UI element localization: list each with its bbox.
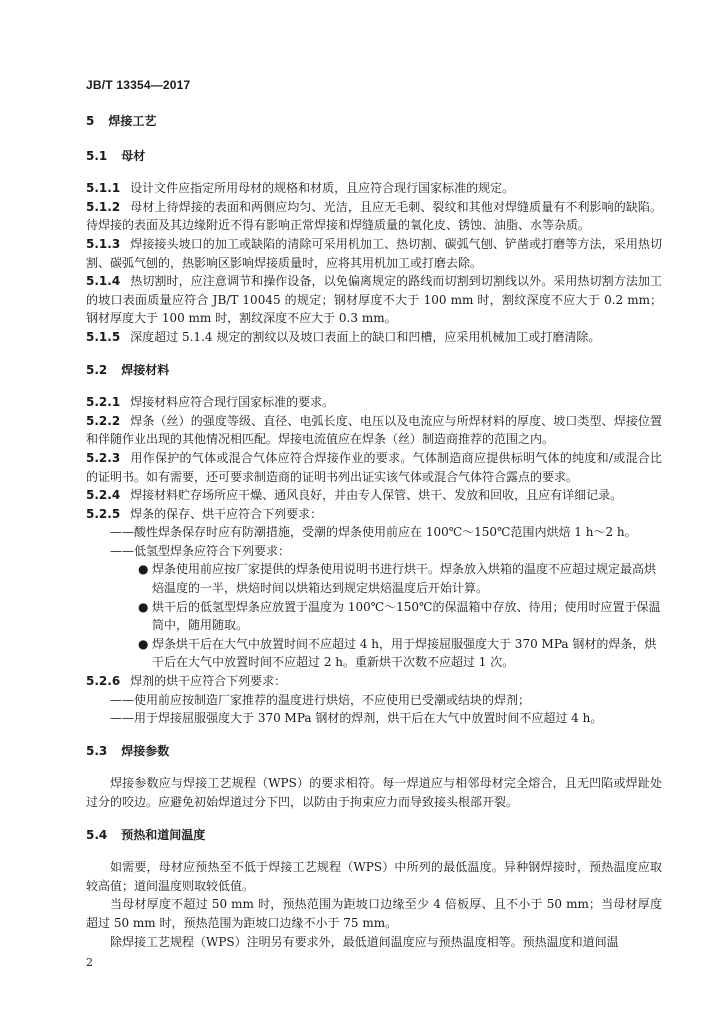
bullet-text: 焊条烘干后在大气中放置时间不应超过 4 h，用于焊接屈服强度大于 370 MPa 钢材的焊条，烘干后在大气中放置时间不应超过 2 h。重新烘干次数不应超过 1 次。 xyxy=(152,636,657,670)
section-5-heading xyxy=(86,112,662,131)
paragraph: 如需要，母材应预热至不低于焊接工艺规程（WPS）中所列的最低温度。异种钢焊接时，预热温度应取较高值；道间温度则取较低值。 xyxy=(86,860,662,893)
section-number: 5.2 xyxy=(86,362,108,377)
bullet-item xyxy=(86,635,662,672)
clause-text: 焊接材料应符合现行国家标准的要求。 xyxy=(130,395,335,410)
paragraph: 除焊接工艺规程（WPS）注明另有要求外，最低道间温度应与预热温度相等。预热温度和道间温 xyxy=(110,934,619,949)
clause-text: 焊条的保存、烘干应符合下列要求： xyxy=(130,506,323,521)
section-title: 焊接材料 xyxy=(121,362,170,377)
clause-number: 5.1.5 xyxy=(86,329,121,344)
clause-5-2-4 xyxy=(86,486,662,505)
bullet-item xyxy=(86,598,662,635)
section-number: 5.4 xyxy=(86,827,108,842)
clause-text: 设计文件应指定所用母材的规格和材质，且应符合现行国家标准的规定。 xyxy=(130,181,515,196)
clause-text: 焊接材料贮存场所应干燥、通风良好，并由专人保管、烘干、发放和回收，且应有详细记录。 xyxy=(130,488,623,503)
clause-5-1-1 xyxy=(86,179,662,198)
bullet-icon: ● xyxy=(138,599,149,614)
dash-item: ——酸性焊条保存时应有防潮措施，受潮的焊条使用前应在 100℃～150℃范围内烘焙 1 h～2 h。 xyxy=(110,525,637,540)
clause-5-1-5 xyxy=(86,328,662,347)
clause-text: 焊接接头坡口的加工或缺陷的清除可采用机加工、热切割、碳弧气刨、铲凿或打磨等方法，采用热切割、碳弧气刨的，热影响区影响焊接质量时，应将其用机加工或打磨去除。 xyxy=(86,236,662,270)
clause-number: 5.2.2 xyxy=(86,413,121,428)
clause-number: 5.2.6 xyxy=(86,674,121,689)
clause-5-2-5 xyxy=(86,505,662,524)
clause-number: 5.1.4 xyxy=(86,274,121,289)
paragraph: 焊接参数应与焊接工艺规程（WPS）的要求相符。每一焊道应与相邻母材完全熔合，且无凹陷或焊趾处过分的咬边。应避免初始焊道过分下凹，以防由于拘束应力而导致接头根部开裂。 xyxy=(86,776,662,809)
section-5-4-heading xyxy=(86,826,662,845)
clause-number: 5.1.1 xyxy=(86,181,121,196)
clause-number: 5.2.3 xyxy=(86,450,121,465)
paragraph: 当母材厚度不超过 50 mm 时，预热范围为距坡口边缘至少 4 倍板厚、且不小于 50 mm；当母材厚度超过 50 mm 时，预热范围为距坡口边缘不小于 75 mm。 xyxy=(86,897,662,930)
bullet-icon: ● xyxy=(138,636,149,651)
clause-text: 焊条（丝）的强度等级、直径、电弧长度、电压以及电流应与所焊材料的厚度、坡口类型、焊接位置和伴随作业出现的其他情况相匹配。焊接电流值应在焊条（丝）制造商推荐的范围之内。 xyxy=(86,413,662,447)
clause-text: 焊剂的烘干应符合下列要求： xyxy=(130,674,287,689)
bullet-text: 烘干后的低氢型焊条应放置于温度为 100℃～150℃的保温箱中存放、待用；使用时应置于保温筒中，随用随取。 xyxy=(152,599,661,633)
clause-5-2-6 xyxy=(86,672,662,691)
bullet-list xyxy=(86,560,662,672)
clause-5-2-2 xyxy=(86,412,662,449)
clause-5-2-3 xyxy=(86,449,662,486)
section-number: 5 xyxy=(86,114,95,128)
clause-number: 5.2.5 xyxy=(86,506,121,521)
page-content xyxy=(86,112,662,951)
clause-5-1-2 xyxy=(86,198,662,235)
section-number: 5.1 xyxy=(86,148,108,163)
clause-text: 用作保护的气体或混合气体应符合焊接作业的要求。气体制造商应提供标明气体的纯度和/或混合比的证明书。如有需要，还可要求制造商的证明书列出证实该气体或混合气体符合露点的要求。 xyxy=(86,450,662,484)
section-title: 母材 xyxy=(121,148,146,163)
section-number: 5.3 xyxy=(86,743,108,758)
bullet-icon: ● xyxy=(138,562,149,577)
dash-item: ——低氢型焊条应符合下列要求： xyxy=(110,543,291,558)
section-title: 焊接参数 xyxy=(121,743,170,758)
section-5-3-heading xyxy=(86,742,662,761)
clause-5-1-4 xyxy=(86,272,662,328)
page-number: 2 xyxy=(86,956,93,969)
section-title: 预热和道间温度 xyxy=(121,827,206,842)
dash-item: ——使用前应按制造厂家推荐的温度进行烘焙，不应使用已受潮或结块的焊剂； xyxy=(110,692,531,707)
section-title: 焊接工艺 xyxy=(108,114,157,128)
clause-number: 5.2.4 xyxy=(86,488,121,503)
standard-code: JB/T 13354—2017 xyxy=(86,78,191,92)
clause-5-2-1 xyxy=(86,393,662,412)
clause-5-1-3 xyxy=(86,235,662,272)
bullet-item xyxy=(86,560,662,597)
clause-number: 5.1.3 xyxy=(86,236,121,251)
section-5-1-heading xyxy=(86,147,662,166)
bullet-text: 焊条使用前应按厂家提供的焊条使用说明书进行烘干。焊条放入烘箱的温度不应超过规定最高烘焙温度的一半，烘焙时间以烘箱达到规定烘焙温度后开始计算。 xyxy=(152,562,657,596)
dash-item: ——用于焊接屈服强度大于 370 MPa 钢材的焊剂，烘干后在大气中放置时间不应超过 4 h。 xyxy=(110,711,603,726)
clause-number: 5.1.2 xyxy=(86,199,121,214)
clause-number: 5.2.1 xyxy=(86,395,121,410)
clause-text: 深度超过 5.1.4 规定的割纹以及坡口表面上的缺口和凹槽，应采用机械加工或打磨清除。 xyxy=(130,329,601,344)
clause-text: 母材上待焊接的表面和两侧应均匀、光洁，且应无毛刺、裂纹和其他对焊缝质量有不利影响的缺陷。待焊接的表面及其边缘附近不得有影响正常焊接和焊缝质量的氧化皮、锈蚀、油脂、水等杂质。 xyxy=(86,199,662,233)
clause-text: 热切割时，应注意调节和操作设备，以免偏离规定的路线而切割到切割线以外。采用热切割方法加工的坡口表面质量应符合 JB/T 10045 的规定；钢材厚度不大于 100 mm 时，割纹深度不应大于 0.2 mm；钢材厚度大于 100 mm 时，割纹深度不应大于 0.3 mm。 xyxy=(86,274,662,326)
section-5-2-heading xyxy=(86,361,662,380)
